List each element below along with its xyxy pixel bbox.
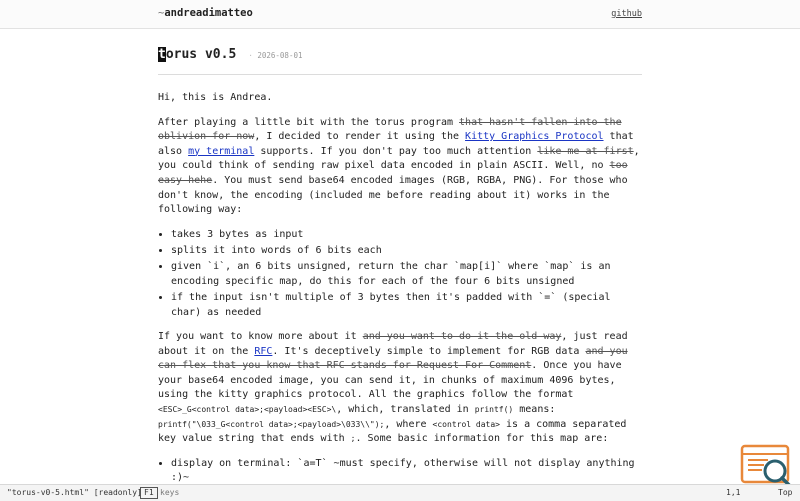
site-brand[interactable] <box>158 7 253 19</box>
search-document-icon <box>740 444 792 488</box>
search-document-button[interactable] <box>740 444 792 488</box>
code-control-data: <control data> <box>432 419 500 429</box>
p2-text-9: . Some basic information for this map are: <box>355 433 609 445</box>
p2-text-2: , just read about it on the <box>158 331 628 357</box>
status-filename: "torus-v0-5.html" [readonly] <box>7 488 142 497</box>
code-printf: printf() <box>474 405 514 415</box>
post-date <box>248 51 302 60</box>
intro-paragraph: Hi, this is Andrea. <box>158 92 273 103</box>
list-item: • if the input isn't multiple of 3 bytes then it's padded with `=` (special char) as needed <box>171 291 642 320</box>
p1-strike-3: too easy hehe <box>158 160 628 186</box>
editor-statusbar <box>0 484 800 501</box>
scroll-position: Top <box>778 488 793 497</box>
github-link[interactable]: github <box>611 9 642 19</box>
p1-text-4: supports. If you don't pay too much attention <box>254 145 538 157</box>
control-keys-list <box>158 457 642 484</box>
p2-text-8: is a comma separated key value string that ends with <box>158 418 627 445</box>
list-item: • splits it into words of 6 bits each <box>171 244 642 259</box>
help-key-badge[interactable]: F1 <box>140 487 158 499</box>
top-nav <box>0 0 800 29</box>
post-content <box>158 40 642 484</box>
p1-text-3: that also <box>158 131 634 157</box>
p1-text-1: After playing a little bit with the torus program <box>158 116 460 128</box>
p1-text-5: , you could think of sending raw pixel data encoded in plain ASCII. Well, no <box>158 145 640 172</box>
code-semicolon: ; <box>350 434 356 444</box>
date-separator: · <box>248 51 253 60</box>
brand-tilde: ~ <box>158 7 165 19</box>
code-format: <ESC>_G<control data>;<payload><ESC>\ <box>158 405 337 415</box>
brand-name: andreadimatteo <box>164 7 253 19</box>
p1-strike-2: like me at first <box>537 145 634 157</box>
p2-text-3: . It's deceptively simple to implement for RGB data <box>272 345 586 357</box>
cursor-position: 1,1 <box>726 488 741 497</box>
list-item: • given `i`, an 6 bits unsigned, return the char `map[i]` where `map` is an encoding specific map, do this for each of the four 6 bits unsigned <box>171 260 642 289</box>
post-date-value: 2026-08-01 <box>257 51 303 60</box>
p2-strike-1: and you want to do it the old way <box>362 331 562 343</box>
paragraph-1 <box>158 116 642 218</box>
text-cursor: t <box>158 47 166 62</box>
my-terminal-link[interactable]: my terminal <box>188 145 255 157</box>
list-item: • takes 3 bytes as input <box>171 228 642 243</box>
post-title-text: orus v0.5 <box>165 47 237 62</box>
list-item: • display on terminal: `a=T` ~must specify, otherwise will not display anything :)~ <box>171 457 642 484</box>
rfc-link[interactable]: RFC <box>254 345 273 357</box>
kitty-protocol-link[interactable]: Kitty Graphics Protocol <box>465 131 604 143</box>
p2-text-1: If you want to know more about it <box>158 331 363 343</box>
post-title <box>158 48 236 63</box>
p2-text-7: , where <box>384 418 433 430</box>
post-header <box>158 40 642 75</box>
p2-text-4: . Once you have your base64 encoded image, you can send it, in chunks of maximum 4096 bytes, using the kitty graphics protocol. All the graphics follow the format <box>158 360 622 401</box>
p1-text-6: . You must send base64 encoded images (RGB, RGBA, PNG). For those who don't know, the encoding (included me before reading about it) works in the following way: <box>158 174 628 216</box>
p2-strike-2: and you can flex that you know that RFC stands for Request For Comment <box>158 345 628 372</box>
p1-strike-1: that hasn't fallen into the oblivion for now <box>158 116 622 143</box>
encoding-steps-list <box>158 228 642 320</box>
p1-text-2: , I decided to render it using the <box>254 131 466 143</box>
p2-text-6: means: <box>513 404 556 416</box>
code-printf-call: printf("\033_G<control data>;<payload>\033\\"); <box>158 419 385 429</box>
keys-label: keys <box>160 488 180 497</box>
paragraph-2 <box>158 330 642 447</box>
p2-text-5: , which, translated in <box>336 404 475 416</box>
